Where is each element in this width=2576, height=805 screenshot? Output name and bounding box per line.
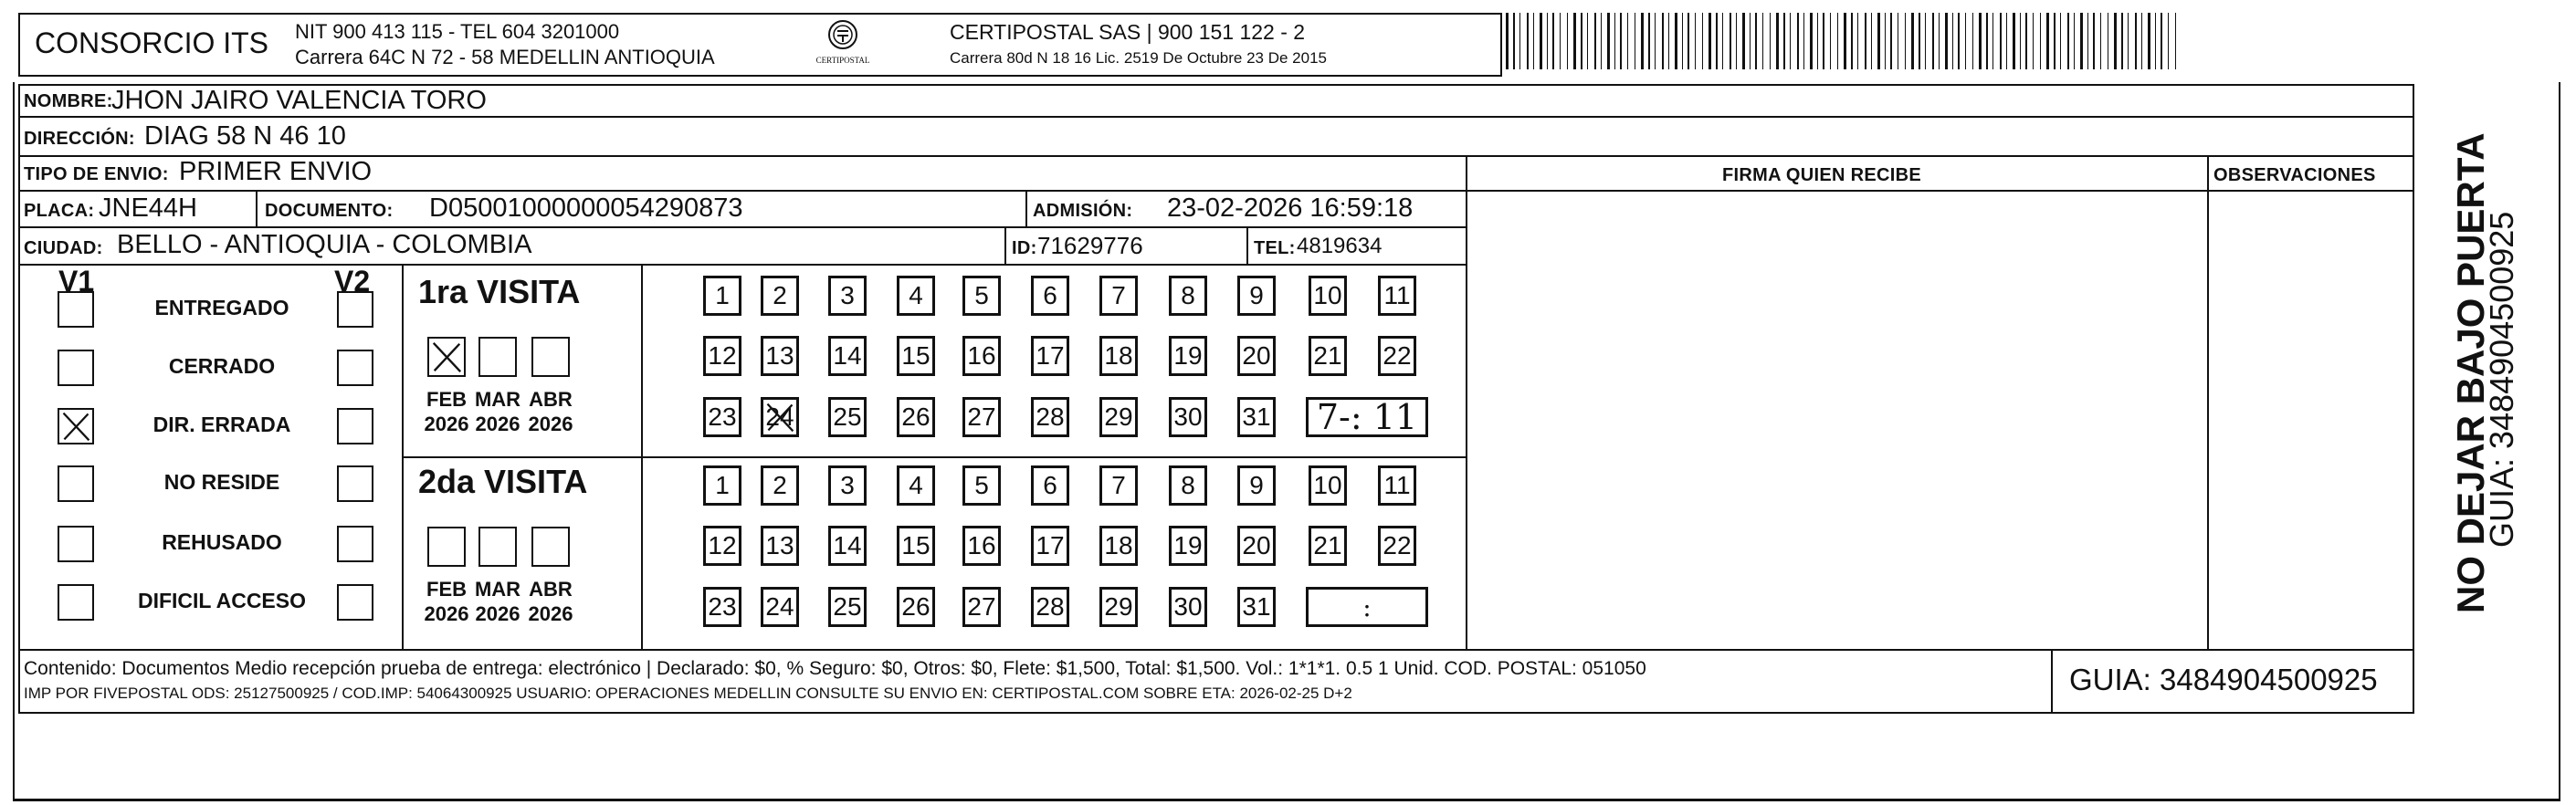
day-box[interactable]: 2 bbox=[761, 276, 799, 316]
month-label: FEB bbox=[426, 578, 467, 601]
day-box[interactable]: 27 bbox=[962, 397, 1001, 437]
day-box[interactable]: 4 bbox=[897, 465, 935, 506]
day-box[interactable]: 10 bbox=[1309, 465, 1347, 506]
day-box[interactable]: 5 bbox=[962, 465, 1001, 506]
v1-label: V1 bbox=[58, 265, 95, 298]
day-box[interactable]: 23 bbox=[703, 397, 741, 437]
day-box[interactable]: 1 bbox=[703, 276, 741, 316]
day-box[interactable]: 19 bbox=[1169, 336, 1207, 376]
logo-text: CERTIPOSTAL bbox=[815, 56, 870, 65]
month-label: ABR bbox=[529, 578, 573, 601]
day-box[interactable]: 16 bbox=[962, 336, 1001, 376]
day-box[interactable]: 4 bbox=[897, 276, 935, 316]
tel-label: TEL: bbox=[1254, 238, 1296, 258]
day-box[interactable]: 28 bbox=[1031, 397, 1069, 437]
day-box[interactable]: 16 bbox=[962, 526, 1001, 566]
day-box[interactable]: 3 bbox=[828, 276, 867, 316]
day-box[interactable]: 17 bbox=[1031, 336, 1069, 376]
certipostal-logo-icon bbox=[825, 18, 861, 51]
ciudad-label: CIUDAD: bbox=[24, 238, 103, 258]
observaciones-label: OBSERVACIONES bbox=[2213, 165, 2376, 185]
tel-value: 4819634 bbox=[1297, 234, 1383, 258]
visit-title: 2da VISITA bbox=[418, 463, 588, 500]
day-box[interactable]: 5 bbox=[962, 276, 1001, 316]
day-box[interactable]: 18 bbox=[1099, 526, 1138, 566]
day-box[interactable]: 2 bbox=[761, 465, 799, 506]
nombre-value: JHON JAIRO VALENCIA TORO bbox=[111, 86, 487, 115]
day-box[interactable]: 3 bbox=[828, 465, 867, 506]
day-box[interactable]: 15 bbox=[897, 526, 935, 566]
day-box[interactable]: 31 bbox=[1237, 397, 1276, 437]
day-box[interactable]: 1 bbox=[703, 465, 741, 506]
status-label: ENTREGADO bbox=[154, 296, 289, 319]
day-box[interactable]: 18 bbox=[1099, 336, 1138, 376]
nombre-label: NOMBRE: bbox=[24, 91, 113, 111]
admision-label: ADMISIÓN: bbox=[1033, 201, 1133, 221]
day-box[interactable]: 30 bbox=[1169, 587, 1207, 627]
visit-title: 1ra VISITA bbox=[418, 273, 581, 310]
day-box[interactable]: 15 bbox=[897, 336, 935, 376]
day-box[interactable]: 9 bbox=[1237, 276, 1276, 316]
ciudad-value: BELLO - ANTIOQUIA - COLOMBIA bbox=[117, 230, 532, 259]
day-box[interactable]: 31 bbox=[1237, 587, 1276, 627]
month-year: 2026 bbox=[424, 413, 469, 435]
carrier-name: CERTIPOSTAL SAS | 900 151 122 - 2 bbox=[950, 20, 1306, 44]
id-value: 71629776 bbox=[1037, 232, 1143, 259]
month-label: FEB bbox=[426, 388, 467, 411]
day-box[interactable]: 22 bbox=[1378, 526, 1416, 566]
direccion-value: DIAG 58 N 46 10 bbox=[144, 121, 346, 151]
day-box[interactable]: 10 bbox=[1309, 276, 1347, 316]
day-box[interactable]: 9 bbox=[1237, 465, 1276, 506]
time-box[interactable]: : bbox=[1306, 587, 1428, 627]
documento-value: D05001000000054290873 bbox=[429, 193, 743, 223]
company-name: CONSORCIO ITS bbox=[35, 26, 269, 59]
footer-contenido: Contenido: Documentos Medio recepción prueba de entrega: electrónico | Declarado: $0, % Seguro: $0, Otros: $0, Flete: $1,500, Total: $1,500. Vol.: 1*1*1. 0.5 1 Unid. COD. POSTAL: 051050 bbox=[24, 658, 1646, 679]
status-label: DIR. ERRADA bbox=[152, 413, 291, 436]
documento-label: DOCUMENTO: bbox=[265, 201, 394, 221]
month-year: 2026 bbox=[528, 413, 573, 435]
month-year: 2026 bbox=[528, 602, 573, 625]
month-year: 2026 bbox=[475, 602, 520, 625]
day-box[interactable]: 20 bbox=[1237, 526, 1276, 566]
month-label: MAR bbox=[474, 578, 521, 601]
tipo-envio-value: PRIMER ENVIO bbox=[179, 157, 373, 186]
status-label: REHUSADO bbox=[162, 530, 282, 554]
day-box[interactable]: 20 bbox=[1237, 336, 1276, 376]
day-box[interactable]: 22 bbox=[1378, 336, 1416, 376]
day-box[interactable]: 6 bbox=[1031, 276, 1069, 316]
day-box[interactable]: 25 bbox=[828, 587, 867, 627]
day-box[interactable]: 21 bbox=[1309, 526, 1347, 566]
status-label: DIFICIL ACCESO bbox=[137, 589, 306, 612]
day-box[interactable]: 14 bbox=[828, 526, 867, 566]
day-box[interactable]: 29 bbox=[1099, 397, 1138, 437]
day-box[interactable]: 13 bbox=[761, 336, 799, 376]
v2-label: V2 bbox=[334, 265, 371, 298]
status-label: NO RESIDE bbox=[163, 470, 280, 494]
day-box[interactable]: 21 bbox=[1309, 336, 1347, 376]
day-box[interactable]: 24 bbox=[761, 397, 799, 437]
admision-value: 23-02-2026 16:59:18 bbox=[1167, 193, 1414, 223]
status-label: CERRADO bbox=[168, 354, 276, 378]
id-label: ID: bbox=[1012, 238, 1037, 258]
day-box[interactable]: 6 bbox=[1031, 465, 1069, 506]
page-edge bbox=[13, 82, 2560, 801]
day-box[interactable]: 11 bbox=[1378, 276, 1416, 316]
side-warning: NO DEJAR BAJO PUERTA bbox=[2449, 132, 2492, 613]
month-label: MAR bbox=[474, 388, 521, 411]
day-box[interactable]: 8 bbox=[1169, 276, 1207, 316]
day-box[interactable]: 7 bbox=[1099, 465, 1138, 506]
month-label: ABR bbox=[529, 388, 573, 411]
day-box[interactable]: 27 bbox=[962, 587, 1001, 627]
day-box[interactable]: 12 bbox=[703, 336, 741, 376]
footer-imp: IMP POR FIVEPOSTAL ODS: 25127500925 / COD.IMP: 54064300925 USUARIO: OPERACIONES MEDELLIN CONSULTE SU ENVIO EN: CERTIPOSTAL.COM SOBRE ETA: 2026-02-25 D+2 bbox=[24, 685, 1352, 702]
placa-label: PLACA: bbox=[24, 201, 95, 221]
day-box[interactable]: 13 bbox=[761, 526, 799, 566]
day-box[interactable]: 14 bbox=[828, 336, 867, 376]
day-box[interactable]: 17 bbox=[1031, 526, 1069, 566]
time-box[interactable]: 7-: 11 bbox=[1306, 397, 1428, 437]
day-box[interactable]: 19 bbox=[1169, 526, 1207, 566]
company-address: Carrera 64C N 72 - 58 MEDELLIN ANTIOQUIA bbox=[295, 46, 715, 68]
day-box[interactable]: 28 bbox=[1031, 587, 1069, 627]
month-year: 2026 bbox=[475, 413, 520, 435]
company-nit: NIT 900 413 115 - TEL 604 3201000 bbox=[295, 20, 620, 43]
carrier-license: Carrera 80d N 18 16 Lic. 2519 De Octubre 23 De 2015 bbox=[950, 49, 1327, 67]
day-box[interactable]: 26 bbox=[897, 397, 935, 437]
day-box[interactable]: 23 bbox=[703, 587, 741, 627]
placa-value: JNE44H bbox=[99, 193, 197, 223]
day-box[interactable]: 24 bbox=[761, 587, 799, 627]
day-box[interactable]: 8 bbox=[1169, 465, 1207, 506]
side-guia: GUIA: 3484904500925 bbox=[2483, 211, 2520, 548]
tipo-envio-label: TIPO DE ENVIO: bbox=[24, 164, 169, 184]
direccion-label: DIRECCIÓN: bbox=[24, 129, 135, 149]
day-box[interactable]: 26 bbox=[897, 587, 935, 627]
day-box[interactable]: 30 bbox=[1169, 397, 1207, 437]
day-box[interactable]: 11 bbox=[1378, 465, 1416, 506]
footer-guia: GUIA: 3484904500925 bbox=[2069, 663, 2378, 696]
day-box[interactable]: 12 bbox=[703, 526, 741, 566]
firma-label: FIRMA QUIEN RECIBE bbox=[1722, 165, 1921, 185]
month-year: 2026 bbox=[424, 602, 469, 625]
certipostal-logo bbox=[811, 18, 875, 68]
day-box[interactable]: 7 bbox=[1099, 276, 1138, 316]
barcode bbox=[1502, 13, 2182, 73]
day-box[interactable]: 29 bbox=[1099, 587, 1138, 627]
day-box[interactable]: 25 bbox=[828, 397, 867, 437]
